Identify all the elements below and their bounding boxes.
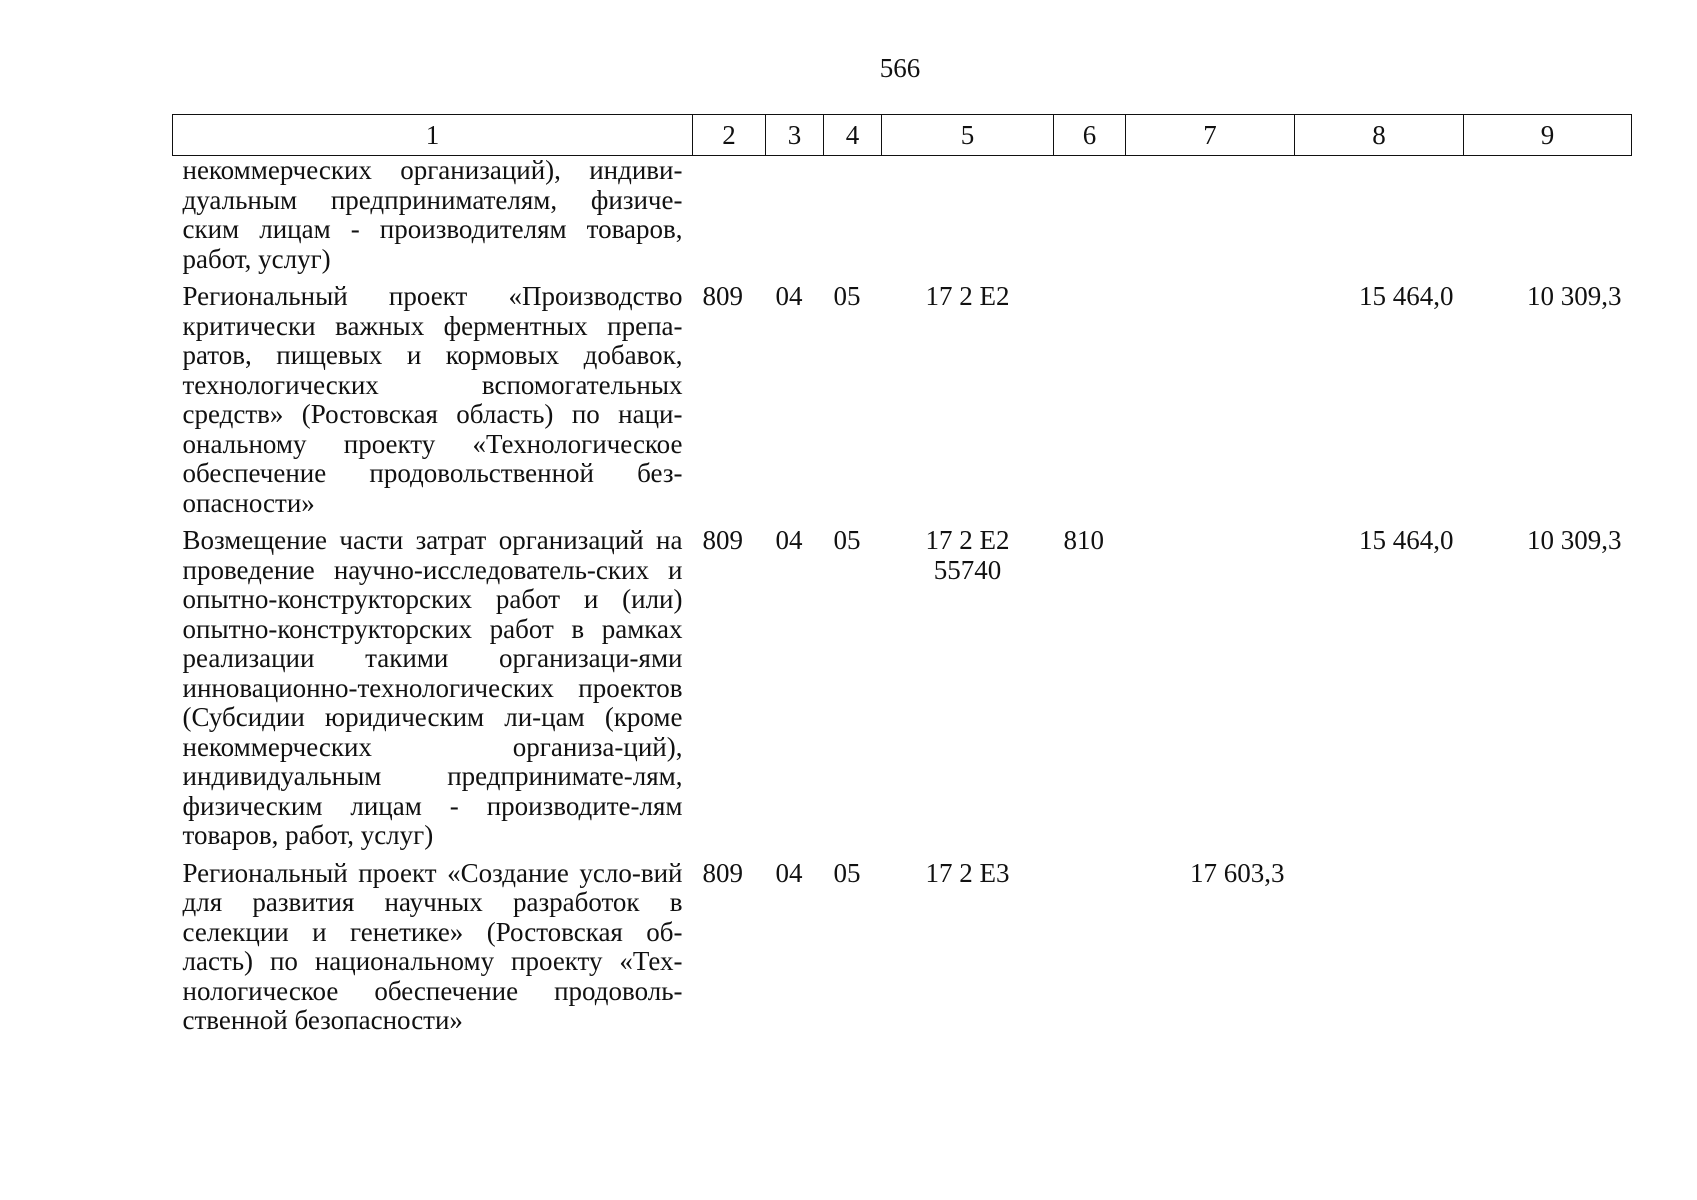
column-header: 6 [1054,115,1126,156]
cell-c2 [693,156,766,283]
row-description: некоммерческих организаций), индиви-дуальным предпринимателям, физиче-ским лицам - производителям товаров, работ, услуг) [182,155,683,274]
cell-c6 [1054,859,1126,1044]
cell-c7 [1126,526,1295,859]
column-header: 1 [173,115,693,156]
row-description: Региональный проект «Создание усло-вий для развития научных разработок в селекции и генетике» (Ростовская об-ласть) по национальному проекту «Тех-нологическое обеспечение продоволь-ственной безопасности» [182,857,683,1035]
table-row [173,282,1632,526]
column-header: 4 [824,115,882,156]
cell-c5: 17 2 E2 55740 [925,525,1010,585]
cell-c8: 15 464,0 [1359,525,1454,555]
table-row [173,859,1632,1044]
cell-c7 [1126,282,1295,526]
cell-c6: 810 [1063,525,1104,555]
cell-c7 [1126,156,1295,283]
cell-c9 [1464,859,1632,1044]
row-description: Региональный проект «Производство критически важных ферментных препа-ратов, пищевых и кормовых добавок, технологических вспомогательных средств» (Ростовская область) по наци-ональному проекту «Технологическое обеспечение продовольственной без-опасности» [182,281,683,518]
column-header: 9 [1464,115,1632,156]
cell-c2: 809 [702,525,743,555]
cell-c2: 809 [702,857,743,888]
column-header: 5 [882,115,1054,156]
cell-c3 [766,156,824,283]
cell-c9: 10 309,3 [1527,525,1622,555]
budget-table [172,114,1632,1044]
cell-c8 [1295,859,1464,1044]
column-header: 2 [693,115,766,156]
table-row [173,526,1632,859]
cell-c3: 04 [775,857,803,888]
cell-c9: 10 309,3 [1527,281,1622,311]
cell-c4: 05 [833,525,861,555]
cell-c6 [1054,156,1126,283]
cell-c8: 15 464,0 [1359,281,1454,311]
table-header-row [173,115,1632,156]
column-header: 3 [766,115,824,156]
cell-c3: 04 [775,281,803,311]
cell-c3: 04 [775,525,803,555]
cell-c6 [1054,282,1126,526]
cell-c9 [1464,156,1632,283]
cell-c8 [1295,156,1464,283]
cell-c4: 05 [833,281,861,311]
cell-c2: 809 [702,281,743,311]
cell-c4: 05 [833,857,861,888]
page-number: 566 [879,53,921,83]
table-row [173,156,1632,283]
cell-c5 [882,156,1054,283]
cell-c7: 17 603,3 [1190,857,1285,888]
column-header: 7 [1126,115,1295,156]
cell-c5: 17 2 E2 [925,281,1010,311]
cell-c5: 17 2 E3 [925,857,1010,888]
cell-c4 [824,156,882,283]
row-description: Возмещение части затрат организаций на проведение научно-исследователь-ских и опытно-конструкторских работ и (или) опытно-конструкторских работ в рамках реализации такими организаци-ями инновационно-технологических проектов (Субсидии юридическим ли-цам (кроме некоммерческих организа-ций), индивидуальным предпринимате-лям, физическим лицам - производите-лям товаров, работ, услуг) [182,525,683,850]
column-header: 8 [1295,115,1464,156]
